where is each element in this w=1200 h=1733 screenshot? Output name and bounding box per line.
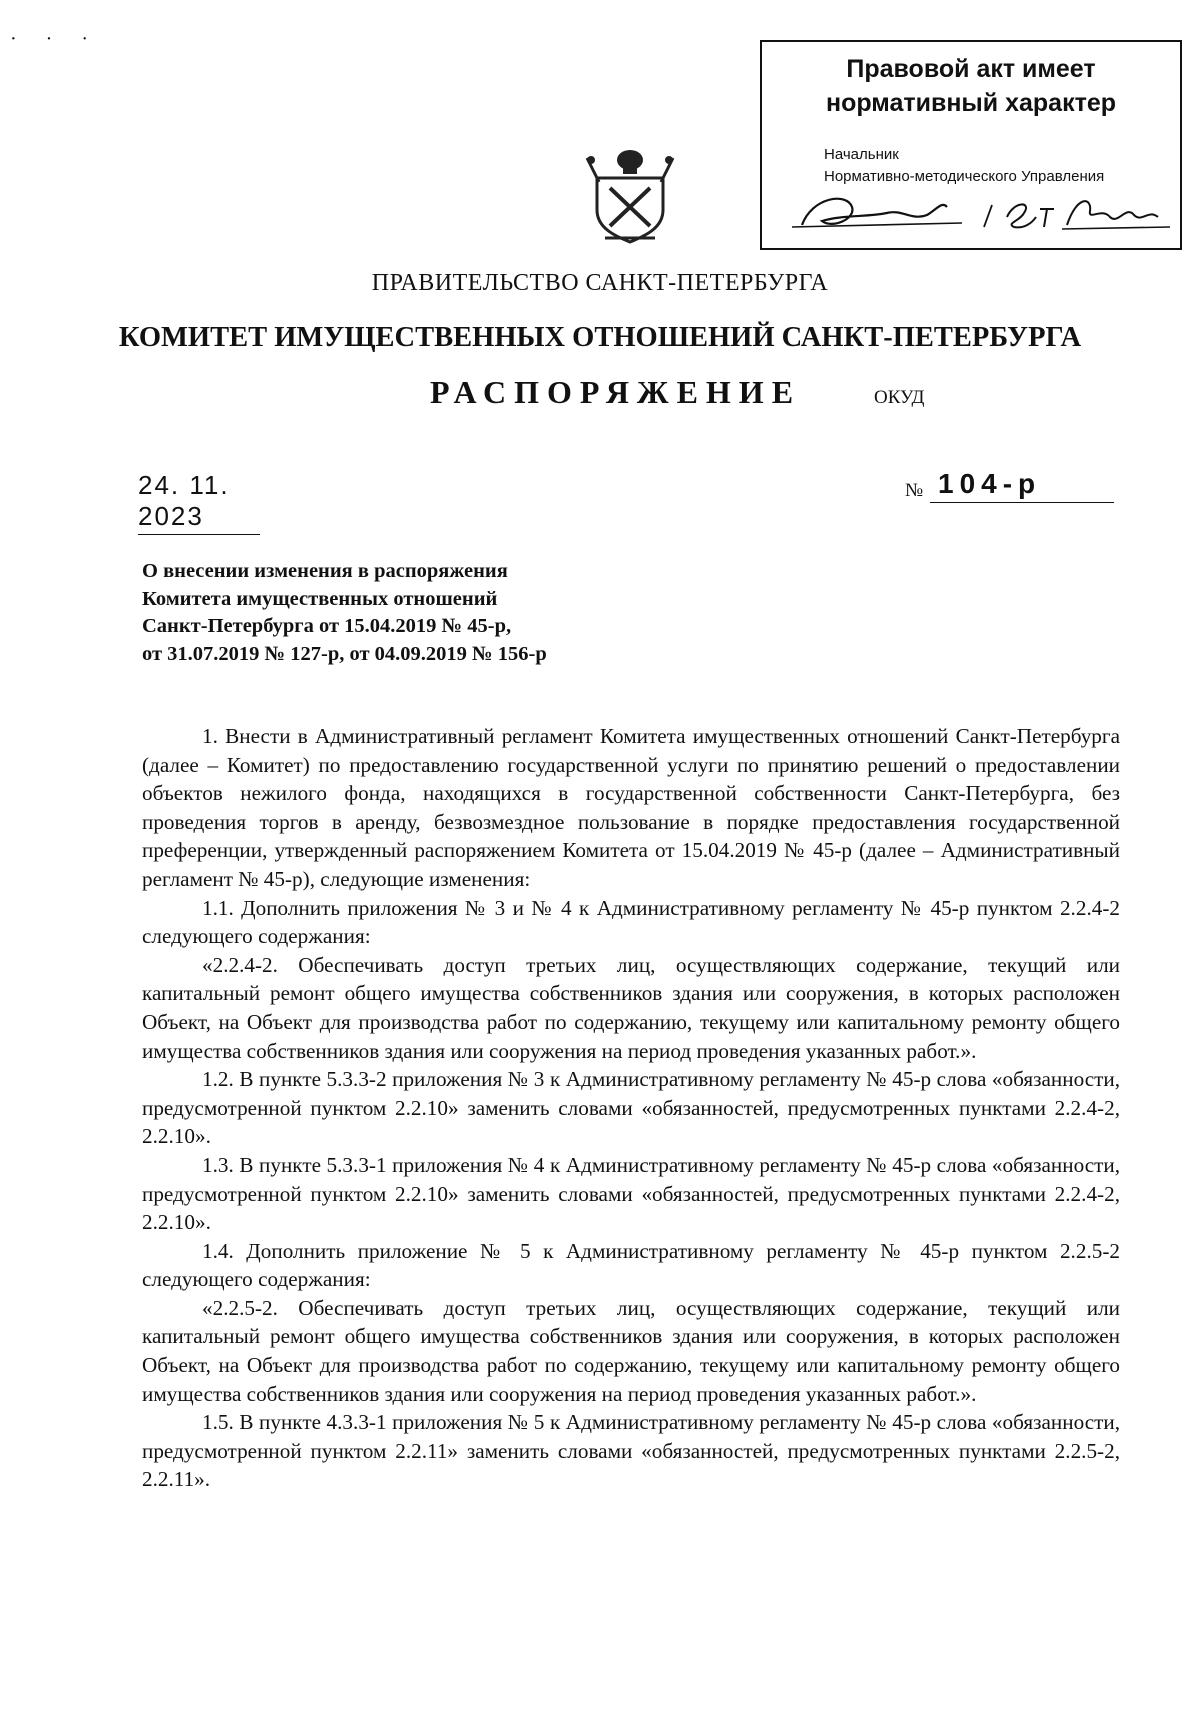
stamp-position-2: Нормативно-методического Управления bbox=[824, 168, 1105, 185]
stamp-position-1: Начальник bbox=[824, 146, 899, 163]
document-subject bbox=[142, 558, 547, 668]
document-date: 24. 11. 2023 bbox=[138, 470, 260, 535]
paragraph: 1.3. В пункте 5.3.3-1 приложения № 4 к Административному регламенту № 45-р слова «обязанности, предусмотренной пунктом 2.2.10» заменить словами «обязанностей, предусмотренных пунктами 2.2.4-2, 2.2.10». bbox=[142, 1152, 1120, 1235]
paragraph: 1.5. В пункте 4.3.3-1 приложения № 5 к Административному регламенту № 45-р слова «обязанности, предусмотренной пунктом 2.2.11» заменить словами «обязанностей, предусмотренных пунктами 2.2.5-2, 2.2.11». bbox=[142, 1410, 1120, 1492]
handwritten-signature bbox=[792, 187, 1172, 237]
subject-line: О внесении изменения в распоряжения bbox=[142, 560, 508, 582]
document-number: 104-р bbox=[930, 468, 1114, 503]
document-type: РАСПОРЯЖЕНИЕ bbox=[430, 374, 802, 410]
stamp-line-2: нормативный характер bbox=[825, 89, 1117, 117]
coat-of-arms-icon bbox=[585, 148, 675, 248]
paragraph: 1.2. В пункте 5.3.3-2 приложения № 3 к Административному регламенту № 45-р слова «обязанности, предусмотренной пунктом 2.2.10» заменить словами «обязанностей, предусмотренных пунктами 2.2.4-2, 2.2.10». bbox=[142, 1067, 1120, 1149]
paragraph: 1. Внести в Административный регламент Комитета имущественных отношений Санкт-Петербурга (далее – Комитет) по предоставлению государственной услуги по принятию решений о предоставлении объектов нежилого фонда, находящихся в государственной собственности Санкт-Петербурга, без проведения торгов в аренду, безвозмездное пользование в порядке предоставления государственной преференции, утвержденный распоряжением Комитета от 15.04.2019 № 45-р (далее – Административный регламент № 45-р), следующие изменения: bbox=[142, 724, 1120, 891]
document-body bbox=[142, 722, 1120, 1494]
stamp-line-1: Правовой акт имеет bbox=[846, 55, 1096, 83]
paragraph: «2.2.4-2. Обеспечивать доступ третьих лиц, осуществляющих содержание, текущий или капитальный ремонт общего имущества собственников здания или сооружения, в которых расположен Объект, на Объект для производства работ по содержанию, текущему или капитальному ремонту общего имущества собственников здания или сооружения на период проведения указанных работ.». bbox=[142, 952, 1120, 1063]
government-name: ПРАВИТЕЛЬСТВО САНКТ-ПЕТЕРБУРГА bbox=[371, 270, 829, 296]
normative-act-stamp bbox=[760, 40, 1182, 250]
number-label: № bbox=[905, 480, 924, 501]
scan-marks: · · · bbox=[10, 28, 100, 50]
paragraph: 1.4. Дополнить приложение № 5 к Административному регламенту № 45-р пунктом 2.2.5-2 следующего содержания: bbox=[142, 1238, 1120, 1292]
subject-line: Комитета имущественных отношений bbox=[142, 587, 498, 610]
committee-name: КОМИТЕТ ИМУЩЕСТВЕННЫХ ОТНОШЕНИЙ САНКТ-ПЕТЕРБУРГА bbox=[118, 322, 1082, 353]
paragraph: 1.1. Дополнить приложения № 3 и № 4 к Административному регламенту № 45-р пунктом 2.2.4-2 следующего содержания: bbox=[142, 895, 1120, 949]
subject-line: от 31.07.2019 № 127-р, от 04.09.2019 № 156-р bbox=[142, 642, 547, 665]
okud-label: ОКУД bbox=[874, 387, 925, 408]
subject-line: Санкт-Петербурга от 15.04.2019 № 45-р, bbox=[142, 615, 512, 637]
paragraph: «2.2.5-2. Обеспечивать доступ третьих лиц, осуществляющих содержание, текущий или капитальный ремонт общего имущества собственников здания или сооружения, в которых расположен Объект, на Объект для производства работ по содержанию, текущему или капитальному ремонту общего имущества собственников здания или сооружения на период проведения указанных работ.». bbox=[142, 1295, 1120, 1406]
